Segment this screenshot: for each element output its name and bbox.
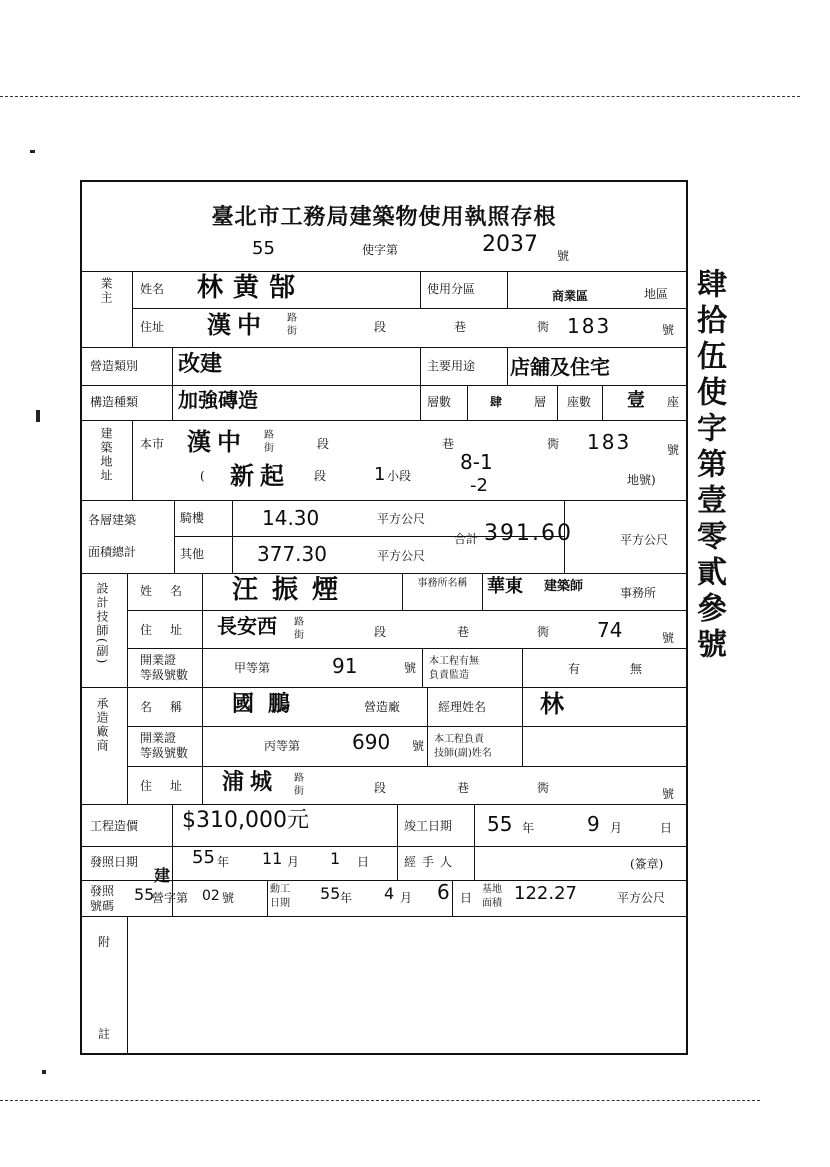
rule: [127, 573, 128, 804]
designer-license-suffix: 號: [404, 661, 417, 675]
owner-duan-label: 段: [374, 320, 387, 334]
remarks-label-bottom: 註: [98, 1027, 111, 1041]
rule: [557, 385, 558, 420]
other-unit: 平方公尺: [377, 549, 426, 563]
site-road-value: 漢中: [187, 428, 247, 456]
designer-name-value: 汪振煙: [232, 575, 353, 605]
total-value: 391.60: [484, 521, 573, 546]
rule: [522, 687, 523, 766]
start-day: 6: [437, 880, 450, 904]
build-permit-label-1: 發照: [90, 884, 115, 898]
rule: [127, 726, 686, 727]
contractor-name-label: 名稱: [140, 700, 201, 714]
designer-duan-label: 段: [374, 625, 387, 639]
rule: [420, 271, 421, 309]
main-use-value: 店舖及住宅: [510, 355, 610, 379]
area-label-2: 面積總計: [88, 545, 137, 559]
designer-address-road: 長安西: [217, 614, 277, 638]
issue-year-unit: 年: [217, 855, 230, 869]
contractor-license-suffix: 號: [412, 739, 425, 753]
designer-lane-label: 巷: [457, 625, 470, 639]
completion-day-unit: 日: [660, 821, 673, 835]
rule: [422, 648, 423, 687]
rule: [82, 687, 686, 688]
supervisor-label-2: 負責監造: [429, 670, 469, 681]
rule: [82, 573, 686, 574]
rule: [397, 804, 398, 846]
owner-street-label: 街: [287, 326, 297, 337]
structure-value: 加強磚造: [178, 388, 258, 412]
build-permit-year: 55: [134, 885, 155, 904]
designer-license-label-1: 開業證: [140, 653, 177, 667]
office-suffix: 事務所: [620, 586, 657, 600]
designer-address-label: 住址: [140, 623, 201, 637]
blocks-value: 壹: [627, 390, 645, 411]
completion-month-unit: 月: [610, 821, 623, 835]
zone-label: 使用分區: [427, 282, 476, 296]
rule: [427, 687, 428, 766]
site-district-value: 新起: [230, 462, 290, 490]
designer-license-number: 91: [332, 654, 358, 678]
arcade-value: 14.30: [262, 506, 320, 530]
issue-month-unit: 月: [287, 855, 300, 869]
office-value: 華東: [487, 576, 523, 597]
designer-name-label: 姓名: [140, 584, 201, 598]
contractor-license-grade: 丙等第: [264, 739, 301, 753]
rule: [132, 271, 133, 347]
permit-year: 55: [252, 238, 275, 259]
permit-suffix: 號: [557, 249, 570, 263]
site-city-label: 本市: [140, 437, 165, 451]
contractor-license-number: 690: [352, 730, 391, 754]
floors-label: 層數: [427, 395, 452, 409]
completion-year: 55: [487, 812, 513, 836]
issue-day: 1: [330, 849, 341, 868]
designer-license-grade: 甲等第: [234, 661, 271, 675]
site-district-suffix: 段: [314, 469, 327, 483]
site-sub-value: 1: [374, 464, 386, 485]
start-month: 4: [384, 884, 395, 903]
rule: [482, 573, 483, 610]
contractor-address-label: 住址: [140, 779, 201, 793]
site-area-label-2: 面積: [482, 898, 502, 909]
owner-road-label: 路: [287, 313, 297, 324]
rule: [82, 500, 686, 501]
site-lot-value: 8-1: [460, 450, 493, 474]
rule: [132, 308, 686, 309]
rule: [82, 916, 686, 917]
rule: [452, 880, 453, 916]
cost-label: 工程造價: [90, 819, 139, 833]
site-duan-label: 段: [317, 437, 330, 451]
site-lot-value2: -2: [470, 475, 488, 496]
arcade-unit: 平方公尺: [377, 512, 426, 526]
contractor-alley-label: 衖: [537, 781, 550, 795]
form-title: 臺北市工務局建築物使用執照存根: [211, 204, 557, 230]
owner-name-value: 林黄郜: [197, 273, 306, 303]
total-label: 合計: [454, 532, 479, 546]
designer-address-number: 74: [597, 618, 623, 642]
supervisor-value: 有: [568, 662, 581, 676]
scan-speck: [42, 1070, 46, 1074]
rule: [127, 610, 686, 611]
owner-alley-label: 衖: [537, 320, 550, 334]
owner-section-label: 業主: [99, 277, 113, 305]
total-unit: 平方公尺: [620, 533, 669, 547]
contractor-number-suffix: 號: [662, 787, 675, 801]
site-sub-suffix: 小段: [387, 469, 412, 483]
owner-address-road: 漢中: [207, 311, 267, 339]
start-day-unit: 日: [460, 891, 473, 905]
rule: [474, 804, 475, 846]
rule: [420, 347, 421, 420]
rule: [172, 347, 173, 420]
completion-year-unit: 年: [522, 821, 535, 835]
rule: [202, 573, 203, 804]
supervisor-label-1: 本工程有無: [429, 656, 479, 667]
other-value: 377.30: [257, 542, 327, 566]
zone-suffix: 地區: [644, 287, 669, 301]
rule: [82, 420, 686, 421]
scan-speck: [36, 410, 40, 422]
site-number-value: 183: [587, 430, 632, 454]
rule: [507, 347, 508, 385]
start-year-unit: 年: [340, 891, 353, 905]
rule: [127, 648, 686, 649]
designer-street-label: 街: [294, 630, 304, 641]
start-label-2: 日期: [270, 898, 290, 909]
rule: [467, 385, 468, 420]
seal-label: (簽章): [630, 857, 664, 871]
blocks-label: 座數: [567, 395, 592, 409]
rule: [132, 420, 133, 500]
rule: [82, 271, 686, 272]
build-permit-label-2: 號碼: [90, 899, 115, 913]
site-paren-open: (: [200, 469, 205, 483]
scan-edge-line: [0, 1100, 760, 1101]
site-area-label-1: 基地: [482, 884, 502, 895]
start-month-unit: 月: [400, 891, 413, 905]
contractor-manager-label: 經理姓名: [438, 700, 487, 714]
engineer-label-1: 本工程負責: [434, 734, 484, 745]
completion-month: 9: [587, 812, 600, 836]
site-section-label: 建築地址: [99, 427, 113, 483]
issue-day-unit: 日: [357, 855, 370, 869]
site-area-value: 122.27: [514, 883, 577, 904]
site-area-unit: 平方公尺: [617, 891, 666, 905]
permit-stub-form: [80, 180, 688, 1055]
contractor-section-label: 承造廠商: [95, 697, 109, 753]
rule: [174, 500, 175, 573]
build-type-value: 改建: [178, 352, 223, 377]
contractor-road-label: 路: [294, 773, 304, 784]
owner-lane-label: 巷: [454, 320, 467, 334]
rule: [402, 573, 403, 610]
cost-value: $310,000元: [182, 808, 309, 833]
engineer-label-2: 技師(副)姓名: [434, 748, 492, 759]
rule: [522, 648, 523, 687]
completion-label: 竣工日期: [404, 819, 453, 833]
rule: [507, 271, 508, 309]
designer-license-label-2: 等級號數: [140, 668, 189, 682]
rule: [602, 385, 603, 420]
site-lot-suffix: 地號): [627, 473, 656, 487]
block-unit: 座: [667, 395, 680, 409]
supervisor-value-2: 無: [630, 662, 643, 676]
office-label: 事務所名稱: [417, 578, 468, 589]
office-type: 建築師: [544, 579, 584, 594]
zone-value: 商業區: [552, 289, 589, 303]
designer-number-suffix: 號: [662, 631, 675, 645]
designer-road-label: 路: [294, 617, 304, 628]
permit-type-label: 使字第: [362, 243, 399, 257]
owner-address-number: 183: [567, 314, 612, 338]
margin-note: 肆拾伍使字第壹零貳參號: [691, 268, 726, 664]
build-permit-number: 02: [202, 888, 220, 904]
contractor-name-value: 國鵬: [232, 692, 305, 717]
floors-value: 肆: [490, 395, 503, 409]
issue-month: 11: [262, 849, 283, 868]
contractor-address-road: 浦城: [222, 770, 279, 795]
site-lane-label: 巷: [442, 437, 455, 451]
rule: [397, 846, 398, 880]
remarks-label-top: 附: [98, 935, 111, 949]
contractor-duan-label: 段: [374, 781, 387, 795]
owner-address-label: 住址: [140, 320, 165, 334]
site-street-label: 街: [264, 443, 274, 454]
rule: [127, 766, 686, 767]
owner-number-suffix: 號: [662, 323, 675, 337]
designer-section-label: 設計技師(副): [95, 582, 109, 666]
build-permit-number-suffix: 號: [222, 891, 235, 905]
rule: [127, 916, 128, 1053]
rule: [474, 846, 475, 880]
handler-label: 經手人: [404, 855, 459, 869]
contractor-manager-value: 林: [540, 690, 564, 718]
start-year: 55: [320, 884, 341, 903]
main-use-label: 主要用途: [427, 359, 476, 373]
floor-unit: 層: [534, 395, 547, 409]
build-permit-type-label: 營字第: [152, 891, 189, 905]
site-road-label: 路: [264, 430, 274, 441]
structure-label: 構造種類: [90, 395, 139, 409]
scan-speck: [30, 150, 35, 153]
rule: [232, 500, 233, 573]
site-alley-label: 衖: [547, 437, 560, 451]
contractor-license-label-1: 開業證: [140, 731, 177, 745]
designer-alley-label: 衖: [537, 625, 550, 639]
other-label: 其他: [180, 547, 205, 561]
start-label-1: 動工: [270, 884, 290, 895]
contractor-license-label-2: 等級號數: [140, 746, 189, 760]
build-permit-type: 建: [154, 866, 171, 885]
contractor-street-label: 街: [294, 786, 304, 797]
issue-year: 55: [192, 847, 215, 868]
site-number-suffix: 號: [667, 443, 680, 457]
rule: [267, 880, 268, 916]
scan-edge-line: [0, 96, 800, 97]
area-label-1: 各層建築: [88, 513, 137, 527]
permit-number: 2037: [482, 232, 538, 257]
build-type-label: 營造類別: [90, 359, 139, 373]
arcade-label: 騎樓: [180, 511, 205, 525]
issue-label: 發照日期: [90, 855, 139, 869]
contractor-factory-label: 營造廠: [364, 700, 401, 714]
contractor-lane-label: 巷: [457, 781, 470, 795]
owner-name-label: 姓名: [140, 282, 165, 296]
